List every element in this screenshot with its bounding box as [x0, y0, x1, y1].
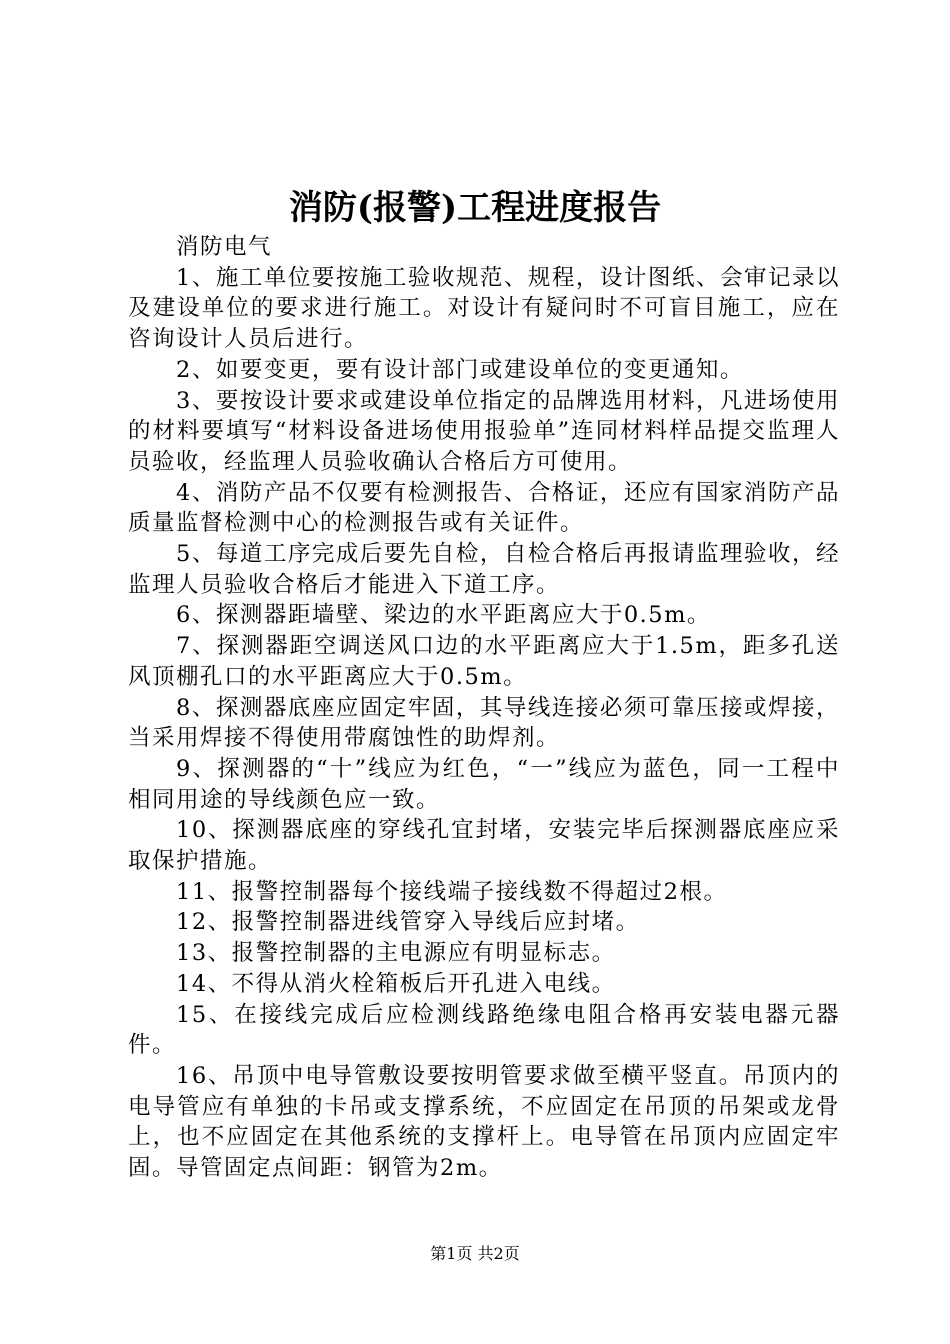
paragraph-15: 15、在接线完成后应检测线路绝缘电阻合格再安装电器元器件。 — [128, 1001, 840, 1059]
document-title: 消防(报警)工程进度报告 — [288, 188, 662, 228]
paragraph-9: 9、探测器的“十”线应为红色，“一”线应为蓝色，同一工程中相同用途的导线颜色应一致。 — [128, 755, 840, 813]
paragraph-5: 5、每道工序完成后要先自检，自检合格后再报请监理验收，经监理人员验收合格后才能进入下道工序。 — [128, 541, 840, 598]
paragraph-8: 8、探测器底座应固定牢固，其导线连接必须可靠压接或焊接，当采用焊接不得使用带腐蚀性的助焊剂。 — [128, 694, 840, 752]
paragraph-7: 7、探测器距空调送风口边的水平距离应大于1.5m，距多孔送风顶棚孔口的水平距离应大于0.5m。 — [128, 633, 840, 690]
paragraph-2: 2、如要变更，要有设计部门或建设单位的变更通知。 — [176, 356, 744, 383]
paragraph-10: 10、探测器底座的穿线孔宜封堵，安装完毕后探测器底座应采取保护措施。 — [128, 817, 840, 875]
paragraph-12: 12、报警控制器进线管穿入导线后应封堵。 — [176, 909, 640, 936]
paragraph-11: 11、报警控制器每个接线端子接线数不得超过2根。 — [176, 878, 728, 905]
paragraph-1: 1、施工单位要按施工验收规范、规程，设计图纸、会审记录以及建设单位的要求进行施工。对设计有疑问时不可盲目施工，应在咨询设计人员后进行。 — [128, 264, 840, 353]
paragraph-4: 4、消防产品不仅要有检测报告、合格证，还应有国家消防产品质量监督检测中心的检测报告或有关证件。 — [128, 479, 840, 537]
paragraph-6: 6、探测器距墙壁、梁边的水平距离应大于0.5m。 — [176, 602, 711, 629]
paragraph-3: 3、要按设计要求或建设单位指定的品牌选用材料，凡进场使用的材料要填写“材料设备进场使用报验单”连同材料样品提交监理人员验收，经监理人员验收确认合格后方可使用。 — [128, 387, 840, 475]
paragraph-13: 13、报警控制器的主电源应有明显标志。 — [176, 940, 616, 967]
paragraph-16: 16、吊顶中电导管敷设要按明管要求做至横平竖直。吊顶内的电导管应有单独的卡吊或支撑系统，不应固定在吊顶的吊架或龙骨上，也不应固定在其他系统的支撑杆上。电导管在吊顶内应固定牢固。导管固定点间距：钢管为2m。 — [128, 1062, 840, 1182]
section-heading: 消防电气 — [176, 234, 273, 260]
paragraph-14: 14、不得从消火栓箱板后开孔进入电线。 — [176, 970, 616, 997]
document-body — [128, 232, 840, 1184]
page-footer: 第1页 共2页 — [430, 1244, 520, 1263]
